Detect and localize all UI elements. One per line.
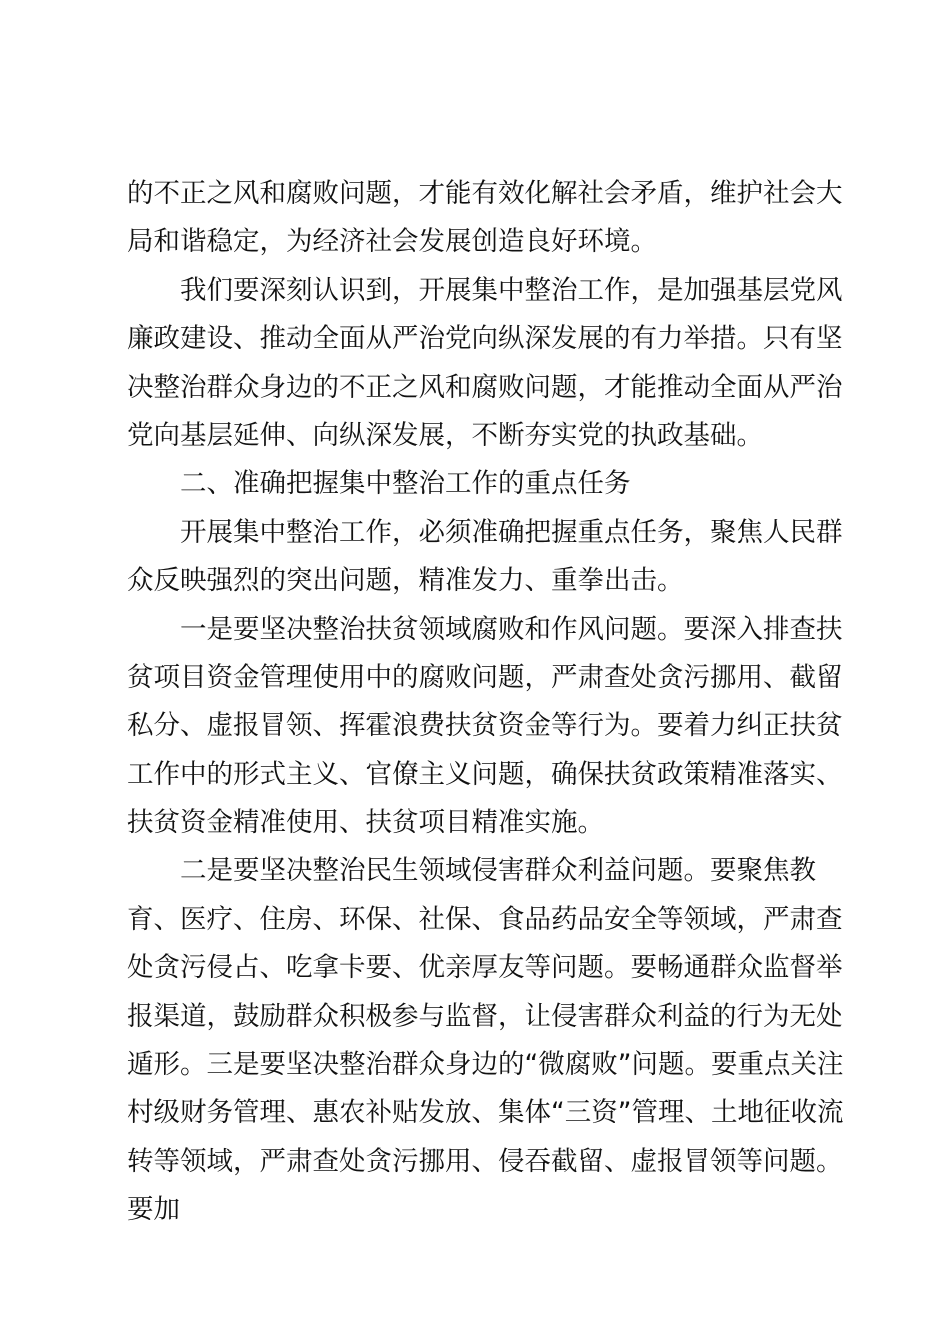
text-line: 处贪污侵占、吃拿卡要、优亲厚友等问题。要畅通群众监督举 — [127, 952, 843, 984]
document-body — [127, 170, 844, 1235]
text-line: 开展集中整治工作，必须准确把握重点任务，聚焦人民群 — [180, 516, 843, 548]
text-line: 局和谐稳定，为经济社会发展创造良好环境。 — [127, 226, 657, 258]
text-line: 育、医疗、住房、环保、社保、食品药品安全等领域，严肃查 — [127, 903, 843, 935]
text-line: 党向基层延伸、向纵深发展，不断夯实党的执政基础。 — [127, 419, 763, 451]
text-line: 廉政建设、推动全面从严治党向纵深发展的有力举措。只有坚 — [127, 323, 843, 355]
text-line: 贫项目资金管理使用中的腐败问题，严肃查处贪污挪用、截留 — [127, 661, 843, 693]
text-line: 众反映强烈的突出问题，精准发力、重拳出击。 — [127, 565, 684, 597]
text-line: 转等领域，严肃查处贪污挪用、侵吞截留、虚报冒领等问题。 — [127, 1145, 843, 1177]
text-line: 的不正之风和腐败问题，才能有效化解社会矛盾，维护社会大 — [127, 178, 843, 209]
text-line: 二是要坚决整治民生领域侵害群众利益问题。要聚焦教 — [180, 855, 816, 887]
text-line: 一是要坚决整治扶贫领域腐败和作风问题。要深入排查扶 — [180, 613, 843, 645]
text-line: 扶贫资金精准使用、扶贫项目精准实施。 — [127, 807, 604, 839]
section-heading: 二、准确把握集中整治工作的重点任务 — [180, 468, 631, 500]
text-line: 遁形。三是要坚决整治群众身边的“微腐败”问题。要重点关注 — [127, 1049, 844, 1081]
text-line: 我们要深刻认识到，开展集中整治工作，是加强基层党风 — [180, 274, 843, 306]
text-line: 报渠道，鼓励群众积极参与监督，让侵害群众利益的行为无处 — [127, 1000, 843, 1032]
text-line: 私分、虚报冒领、挥霍浪费扶贫资金等行为。要着力纠正扶贫 — [127, 710, 843, 742]
text-line: 村级财务管理、惠农补贴发放、集体“三资”管理、土地征收流 — [127, 1097, 844, 1129]
text-line: 决整治群众身边的不正之风和腐败问题，才能推动全面从严治 — [127, 371, 843, 403]
text-line: 要加 — [127, 1194, 180, 1226]
text-line: 工作中的形式主义、官僚主义问题，确保扶贫政策精准落实、 — [127, 758, 843, 790]
